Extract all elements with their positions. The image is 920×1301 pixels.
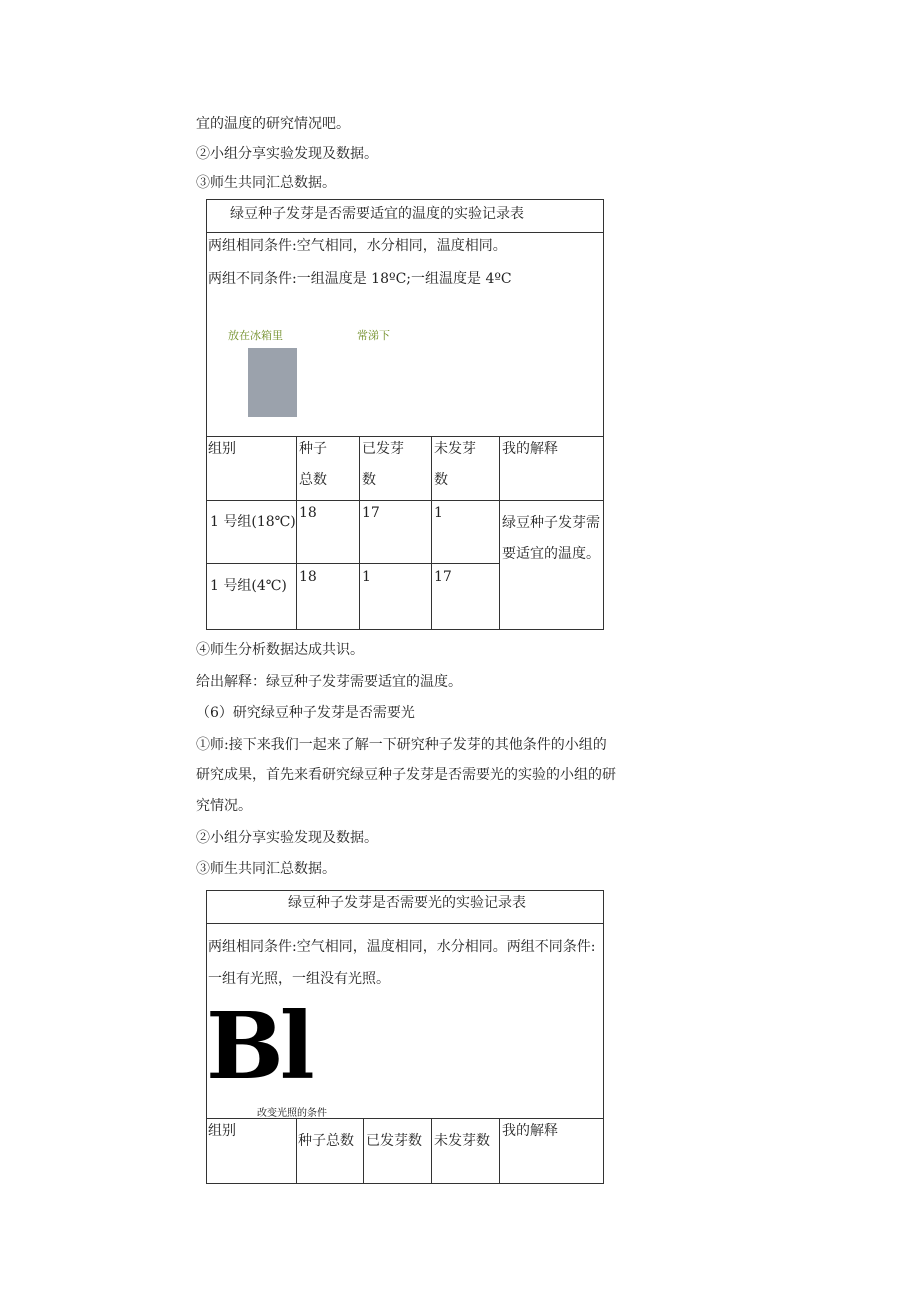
image-caption: 改变光照的条件 bbox=[257, 1108, 327, 1119]
header-unsprouted: 未发芽 bbox=[434, 441, 476, 457]
table-rule bbox=[206, 923, 604, 924]
broken-image-text: Bl bbox=[206, 992, 311, 1100]
row-unsprouted: 1 bbox=[434, 505, 443, 521]
table-rule bbox=[499, 1118, 500, 1184]
explanation-text: 要适宜的温度。 bbox=[502, 546, 600, 562]
text-line: （6）研究绿豆种子发芽是否需要光 bbox=[196, 705, 415, 721]
header-total: 种子总数 bbox=[298, 1133, 354, 1149]
conditions-text: 一组有光照，一组没有光照。 bbox=[208, 971, 390, 987]
table-rule bbox=[296, 436, 297, 630]
header-explanation: 我的解释 bbox=[502, 441, 558, 457]
table-rule bbox=[206, 436, 604, 437]
header-total: 种子 bbox=[299, 441, 327, 457]
row-sprouted: 17 bbox=[362, 505, 380, 521]
table-rule bbox=[206, 500, 604, 501]
table-rule bbox=[206, 232, 604, 233]
row-total: 18 bbox=[299, 569, 317, 585]
table-rule bbox=[499, 436, 500, 630]
table-rule bbox=[431, 1118, 432, 1184]
row-group: 1 号组(18℃) bbox=[210, 514, 296, 530]
header-sprouted: 数 bbox=[362, 472, 376, 488]
row-total: 18 bbox=[299, 505, 317, 521]
header-unsprouted: 数 bbox=[434, 472, 448, 488]
header-group: 组别 bbox=[208, 441, 236, 457]
row-group: 1 号组(4℃) bbox=[210, 578, 287, 594]
text-line: ②小组分享实验发现及数据。 bbox=[196, 146, 378, 162]
explanation-text: 绿豆种子发芽需 bbox=[502, 515, 600, 531]
table-rule bbox=[296, 1118, 297, 1184]
table-rule bbox=[431, 436, 432, 630]
header-explanation: 我的解释 bbox=[502, 1123, 558, 1139]
header-group: 组别 bbox=[208, 1123, 236, 1139]
text-line: 究情况。 bbox=[196, 798, 252, 814]
conditions-text: 两组相同条件:空气相同，温度相同，水分相同。两组不同条件: bbox=[208, 939, 596, 955]
same-conditions: 两组相同条件:空气相同，水分相同，温度相同。 bbox=[208, 238, 507, 254]
header-total: 总数 bbox=[299, 472, 327, 488]
header-sprouted: 已发芽 bbox=[362, 441, 404, 457]
experiment-photo bbox=[248, 348, 297, 417]
table-rule bbox=[359, 436, 360, 630]
text-line: 宜的温度的研究情况吧。 bbox=[196, 116, 350, 132]
fridge-label: 放在冰箱里 bbox=[228, 329, 283, 342]
text-line: ②小组分享实验发现及数据。 bbox=[196, 830, 378, 846]
different-conditions: 两组不同条件:一组温度是 18ºC;一组温度是 4ºC bbox=[208, 271, 512, 287]
header-unsprouted: 未发芽数 bbox=[434, 1133, 490, 1149]
table-title: 绿豆种子发芽是否需要光的实验记录表 bbox=[288, 895, 526, 911]
table-rule bbox=[206, 563, 500, 564]
row-unsprouted: 17 bbox=[434, 569, 452, 585]
table-title: 绿豆种子发芽是否需要适宜的温度的实验记录表 bbox=[230, 206, 524, 222]
text-line: 研究成果，首先来看研究绿豆种子发芽是否需要光的实验的小组的研 bbox=[196, 767, 616, 783]
text-line: ①师:接下来我们一起来了解一下研究种子发芽的其他条件的小组的 bbox=[196, 737, 607, 753]
header-sprouted: 已发芽数 bbox=[366, 1133, 422, 1149]
text-line: 给出解释：绿豆种子发芽需要适宜的温度。 bbox=[196, 674, 462, 690]
table-rule bbox=[363, 1118, 364, 1184]
text-line: ③师生共同汇总数据。 bbox=[196, 861, 336, 877]
row-sprouted: 1 bbox=[362, 569, 371, 585]
room-temp-label: 常涕下 bbox=[357, 329, 390, 342]
text-line: ④师生分析数据达成共识。 bbox=[196, 642, 364, 658]
text-line: ③师生共同汇总数据。 bbox=[196, 175, 336, 191]
